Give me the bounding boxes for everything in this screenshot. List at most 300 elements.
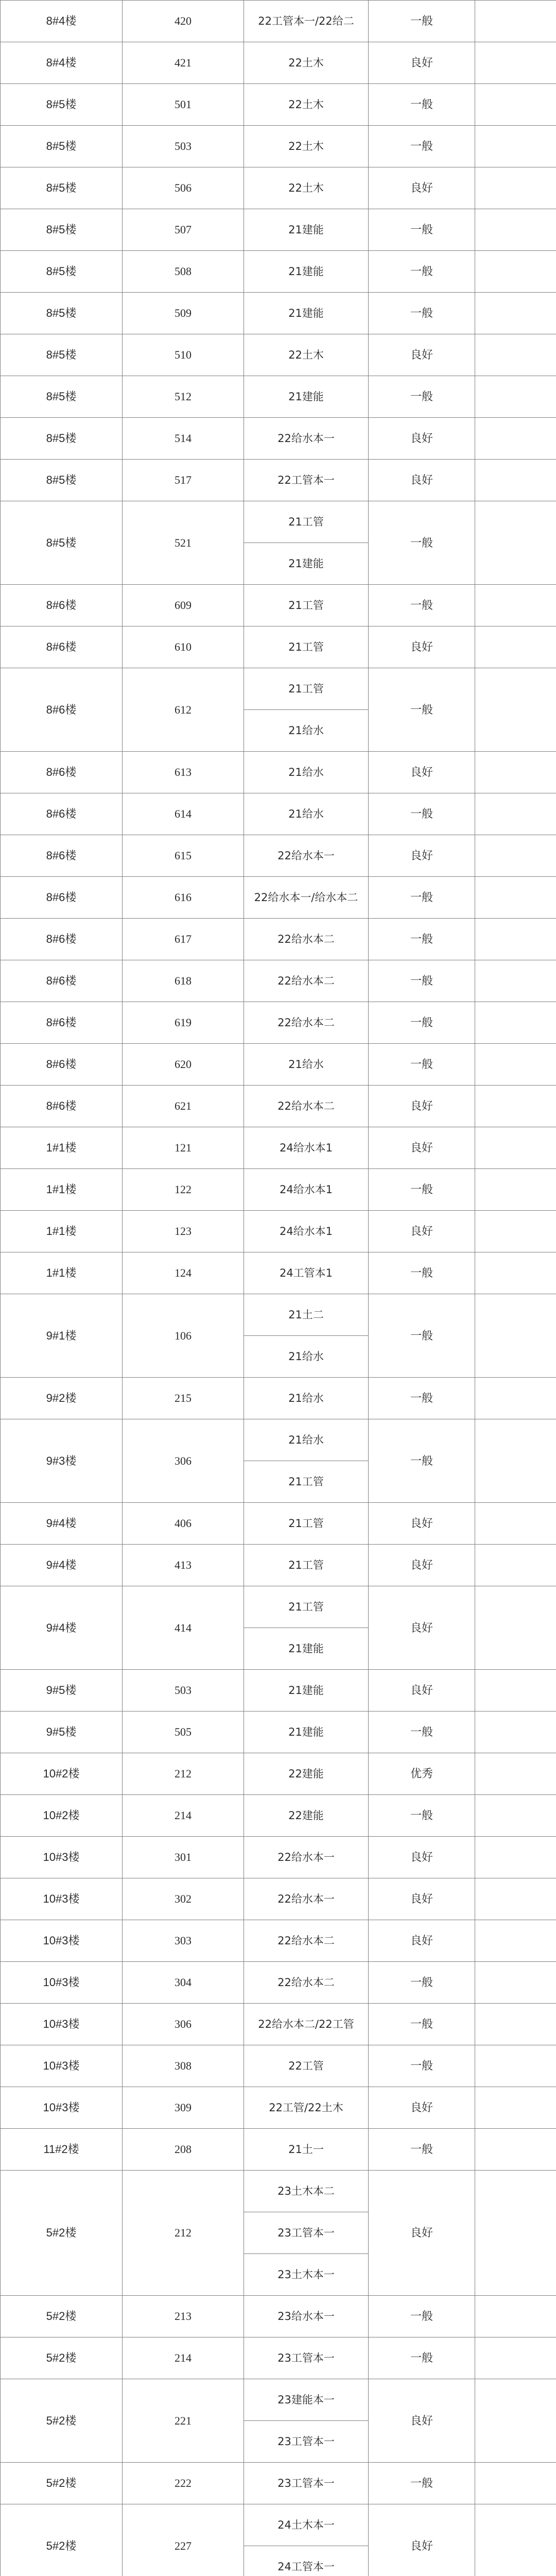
table-row <box>1 1294 556 1336</box>
rating-cell: 一般 <box>369 1294 475 1378</box>
class-cell: 21给水 <box>244 752 369 793</box>
building-cell: 5#2楼 <box>1 2171 123 2296</box>
room-cell: 309 <box>123 2087 244 2129</box>
rating-cell: 良好 <box>369 2379 475 2463</box>
remark-cell <box>475 1 556 42</box>
class-cell: 21建能 <box>244 293 369 334</box>
room-cell: 610 <box>123 626 244 668</box>
remark-cell <box>475 2045 556 2087</box>
remark-cell <box>475 501 556 585</box>
room-cell: 420 <box>123 1 244 42</box>
room-cell: 214 <box>123 2337 244 2379</box>
table-row <box>1 1 556 42</box>
room-cell: 212 <box>123 1753 244 1795</box>
rating-cell: 一般 <box>369 1419 475 1503</box>
room-cell: 508 <box>123 251 244 293</box>
room-cell: 619 <box>123 1002 244 1044</box>
remark-cell <box>475 84 556 126</box>
class-cell: 21工管 <box>244 668 369 710</box>
table-row <box>1 1753 556 1795</box>
remark-cell <box>475 1711 556 1753</box>
room-cell: 215 <box>123 1378 244 1419</box>
remark-cell <box>475 1086 556 1127</box>
remark-cell <box>475 1211 556 1252</box>
rating-cell: 一般 <box>369 1795 475 1837</box>
room-cell: 208 <box>123 2129 244 2171</box>
table-row <box>1 1086 556 1127</box>
remark-cell <box>475 1837 556 1878</box>
remark-cell <box>475 167 556 209</box>
class-cell: 23给水本一 <box>244 2296 369 2337</box>
remark-cell <box>475 877 556 919</box>
building-cell: 11#2楼 <box>1 2129 123 2171</box>
room-cell: 503 <box>123 126 244 167</box>
remark-cell <box>475 251 556 293</box>
rating-cell: 优秀 <box>369 1753 475 1795</box>
rating-cell: 良好 <box>369 1086 475 1127</box>
building-cell: 10#3楼 <box>1 1878 123 1920</box>
table-row <box>1 2504 556 2546</box>
class-cell: 21土一 <box>244 2129 369 2171</box>
table-row <box>1 835 556 877</box>
class-cell: 22给水本二 <box>244 1920 369 1962</box>
remark-cell <box>475 626 556 668</box>
class-cell: 21给水 <box>244 1378 369 1419</box>
rating-cell: 一般 <box>369 209 475 251</box>
remark-cell <box>475 1503 556 1545</box>
building-cell: 1#1楼 <box>1 1169 123 1211</box>
building-cell: 8#6楼 <box>1 1002 123 1044</box>
class-cell: 24给水本1 <box>244 1169 369 1211</box>
room-cell: 304 <box>123 1962 244 2004</box>
table-row <box>1 1378 556 1419</box>
class-cell: 23工管本一 <box>244 2212 369 2254</box>
table-row <box>1 2379 556 2421</box>
remark-cell <box>475 1795 556 1837</box>
remark-cell <box>475 460 556 501</box>
room-cell: 303 <box>123 1920 244 1962</box>
remark-cell <box>475 2087 556 2129</box>
rating-cell: 一般 <box>369 1002 475 1044</box>
class-cell: 21建能 <box>244 543 369 585</box>
remark-cell <box>475 418 556 460</box>
class-cell: 21给水 <box>244 1044 369 1086</box>
class-cell: 21建能 <box>244 376 369 418</box>
table-row <box>1 919 556 960</box>
rating-cell: 一般 <box>369 960 475 1002</box>
class-cell: 21建能 <box>244 209 369 251</box>
building-cell: 8#6楼 <box>1 668 123 752</box>
room-cell: 507 <box>123 209 244 251</box>
class-cell: 23工管本一 <box>244 2421 369 2463</box>
rating-cell: 良好 <box>369 42 475 84</box>
class-cell: 22给水本一 <box>244 1837 369 1878</box>
room-cell: 213 <box>123 2296 244 2337</box>
remark-cell <box>475 2504 556 2576</box>
table-row <box>1 1545 556 1586</box>
remark-cell <box>475 1378 556 1419</box>
remark-cell <box>475 1294 556 1378</box>
building-cell: 8#4楼 <box>1 42 123 84</box>
room-cell: 214 <box>123 1795 244 1837</box>
room-cell: 617 <box>123 919 244 960</box>
table-row <box>1 42 556 84</box>
building-cell: 1#1楼 <box>1 1211 123 1252</box>
class-cell: 22给水本二 <box>244 960 369 1002</box>
remark-cell <box>475 209 556 251</box>
rating-cell: 一般 <box>369 2045 475 2087</box>
rating-cell: 良好 <box>369 1127 475 1169</box>
table-row <box>1 2296 556 2337</box>
table-row <box>1 1670 556 1711</box>
table-row <box>1 877 556 919</box>
class-cell: 21工管 <box>244 501 369 543</box>
rating-cell: 一般 <box>369 251 475 293</box>
room-cell: 221 <box>123 2379 244 2463</box>
room-cell: 124 <box>123 1252 244 1294</box>
class-cell: 22工管 <box>244 2045 369 2087</box>
remark-cell <box>475 2129 556 2171</box>
building-cell: 8#5楼 <box>1 418 123 460</box>
building-cell: 8#5楼 <box>1 334 123 376</box>
table-row <box>1 2337 556 2379</box>
building-cell: 8#5楼 <box>1 167 123 209</box>
table-row <box>1 1211 556 1252</box>
remark-cell <box>475 585 556 626</box>
room-cell: 505 <box>123 1711 244 1753</box>
class-cell: 21工管 <box>244 1461 369 1503</box>
remark-cell <box>475 42 556 84</box>
rating-cell: 良好 <box>369 1586 475 1670</box>
rating-cell: 良好 <box>369 418 475 460</box>
table-row <box>1 2004 556 2045</box>
room-cell: 517 <box>123 460 244 501</box>
building-cell: 9#1楼 <box>1 1294 123 1378</box>
class-cell: 21建能 <box>244 1711 369 1753</box>
remark-cell <box>475 960 556 1002</box>
building-cell: 8#6楼 <box>1 919 123 960</box>
remark-cell <box>475 919 556 960</box>
remark-cell <box>475 2171 556 2296</box>
table-row <box>1 460 556 501</box>
class-cell: 22土木 <box>244 42 369 84</box>
table-row <box>1 1795 556 1837</box>
building-cell: 8#4楼 <box>1 1 123 42</box>
class-cell: 22土木 <box>244 167 369 209</box>
building-cell: 8#5楼 <box>1 251 123 293</box>
building-cell: 8#6楼 <box>1 585 123 626</box>
table-body <box>1 1 556 2576</box>
room-cell: 306 <box>123 1419 244 1503</box>
remark-cell <box>475 126 556 167</box>
rating-cell: 良好 <box>369 626 475 668</box>
remark-cell <box>475 2379 556 2463</box>
rating-cell: 良好 <box>369 1503 475 1545</box>
rating-cell: 良好 <box>369 1920 475 1962</box>
class-cell: 23工管本一 <box>244 2463 369 2504</box>
building-cell: 8#6楼 <box>1 752 123 793</box>
table-row <box>1 1711 556 1753</box>
class-cell: 21给水 <box>244 710 369 752</box>
rating-cell: 一般 <box>369 2129 475 2171</box>
class-cell: 22给水本一/给水本二 <box>244 877 369 919</box>
table-row <box>1 84 556 126</box>
table-row <box>1 1419 556 1461</box>
room-cell: 612 <box>123 668 244 752</box>
room-cell: 616 <box>123 877 244 919</box>
building-cell: 5#2楼 <box>1 2504 123 2576</box>
building-cell: 1#1楼 <box>1 1252 123 1294</box>
class-cell: 22工管本一/22给二 <box>244 1 369 42</box>
building-cell: 8#5楼 <box>1 293 123 334</box>
table-row <box>1 376 556 418</box>
table-row <box>1 2087 556 2129</box>
class-cell: 22工管/22土木 <box>244 2087 369 2129</box>
rating-cell: 一般 <box>369 2463 475 2504</box>
room-cell: 302 <box>123 1878 244 1920</box>
table-row <box>1 1586 556 1628</box>
table-row <box>1 293 556 334</box>
room-cell: 301 <box>123 1837 244 1878</box>
table-row <box>1 1962 556 2004</box>
class-cell: 22工管本一 <box>244 460 369 501</box>
class-cell: 23土木本二 <box>244 2171 369 2212</box>
rating-cell: 一般 <box>369 2004 475 2045</box>
room-cell: 222 <box>123 2463 244 2504</box>
rating-cell: 一般 <box>369 376 475 418</box>
building-cell: 9#5楼 <box>1 1670 123 1711</box>
building-cell: 8#6楼 <box>1 626 123 668</box>
class-cell: 22土木 <box>244 126 369 167</box>
remark-cell <box>475 1252 556 1294</box>
rating-cell: 良好 <box>369 752 475 793</box>
rating-cell: 良好 <box>369 2171 475 2296</box>
room-cell: 123 <box>123 1211 244 1252</box>
building-cell: 8#5楼 <box>1 501 123 585</box>
rating-cell: 一般 <box>369 877 475 919</box>
room-cell: 503 <box>123 1670 244 1711</box>
class-cell: 21建能 <box>244 251 369 293</box>
table-row <box>1 334 556 376</box>
class-cell: 22建能 <box>244 1753 369 1795</box>
building-cell: 10#3楼 <box>1 1962 123 2004</box>
rating-cell: 一般 <box>369 84 475 126</box>
table-row <box>1 209 556 251</box>
room-cell: 227 <box>123 2504 244 2576</box>
table-row <box>1 1252 556 1294</box>
remark-cell <box>475 668 556 752</box>
table-row <box>1 1878 556 1920</box>
building-cell: 5#2楼 <box>1 2379 123 2463</box>
building-cell: 8#6楼 <box>1 960 123 1002</box>
class-cell: 22给水本一 <box>244 1878 369 1920</box>
rating-cell: 一般 <box>369 1044 475 1086</box>
rating-cell: 良好 <box>369 1878 475 1920</box>
remark-cell <box>475 334 556 376</box>
table-row <box>1 1044 556 1086</box>
room-cell: 512 <box>123 376 244 418</box>
rating-cell: 一般 <box>369 1378 475 1419</box>
rating-cell: 一般 <box>369 1962 475 2004</box>
table-row <box>1 251 556 293</box>
room-cell: 121 <box>123 1127 244 1169</box>
remark-cell <box>475 293 556 334</box>
table-row <box>1 668 556 710</box>
building-cell: 8#5楼 <box>1 209 123 251</box>
room-cell: 510 <box>123 334 244 376</box>
class-cell: 22建能 <box>244 1795 369 1837</box>
remark-cell <box>475 793 556 835</box>
table-row <box>1 2045 556 2087</box>
class-cell: 21给水 <box>244 793 369 835</box>
remark-cell <box>475 1920 556 1962</box>
class-cell: 21土二 <box>244 1294 369 1336</box>
class-cell: 24工管本1 <box>244 1252 369 1294</box>
class-cell: 23工管本一 <box>244 2337 369 2379</box>
rating-cell: 良好 <box>369 460 475 501</box>
rating-cell: 良好 <box>369 1837 475 1878</box>
table-row <box>1 1002 556 1044</box>
building-cell: 9#2楼 <box>1 1378 123 1419</box>
room-cell: 621 <box>123 1086 244 1127</box>
rating-cell: 一般 <box>369 2337 475 2379</box>
class-cell: 22给水本一 <box>244 418 369 460</box>
rating-cell: 一般 <box>369 2296 475 2337</box>
remark-cell <box>475 1002 556 1044</box>
table-row <box>1 2129 556 2171</box>
room-cell: 212 <box>123 2171 244 2296</box>
table-row <box>1 585 556 626</box>
rating-cell: 一般 <box>369 293 475 334</box>
table-row <box>1 793 556 835</box>
rating-cell: 良好 <box>369 2504 475 2576</box>
class-cell: 23建能本一 <box>244 2379 369 2421</box>
building-cell: 10#2楼 <box>1 1795 123 1837</box>
room-cell: 509 <box>123 293 244 334</box>
table-row <box>1 167 556 209</box>
building-cell: 8#5楼 <box>1 376 123 418</box>
remark-cell <box>475 1670 556 1711</box>
building-cell: 8#5楼 <box>1 126 123 167</box>
rating-cell: 一般 <box>369 501 475 585</box>
room-cell: 414 <box>123 1586 244 1670</box>
building-cell: 9#4楼 <box>1 1545 123 1586</box>
class-cell: 22给水本二 <box>244 1962 369 2004</box>
rating-cell: 一般 <box>369 1169 475 1211</box>
remark-cell <box>475 1586 556 1670</box>
building-cell: 8#6楼 <box>1 877 123 919</box>
remark-cell <box>475 752 556 793</box>
class-cell: 23土木本一 <box>244 2254 369 2296</box>
rating-cell: 良好 <box>369 334 475 376</box>
rating-cell: 一般 <box>369 1252 475 1294</box>
remark-cell <box>475 1962 556 2004</box>
class-cell: 22给水本二 <box>244 919 369 960</box>
rating-cell: 一般 <box>369 668 475 752</box>
table-row <box>1 1837 556 1878</box>
class-cell: 24给水本1 <box>244 1127 369 1169</box>
table-row <box>1 960 556 1002</box>
rating-cell: 良好 <box>369 1670 475 1711</box>
room-cell: 501 <box>123 84 244 126</box>
building-cell: 10#3楼 <box>1 1837 123 1878</box>
building-cell: 8#6楼 <box>1 1044 123 1086</box>
building-cell: 8#6楼 <box>1 1086 123 1127</box>
remark-cell <box>475 835 556 877</box>
remark-cell <box>475 1545 556 1586</box>
table-row <box>1 1920 556 1962</box>
room-cell: 306 <box>123 2004 244 2045</box>
table-row <box>1 626 556 668</box>
table-row <box>1 501 556 543</box>
building-cell: 10#2楼 <box>1 1753 123 1795</box>
remark-cell <box>475 1878 556 1920</box>
building-cell: 8#6楼 <box>1 835 123 877</box>
class-cell: 24土木本一 <box>244 2504 369 2546</box>
class-cell: 22给水本二 <box>244 1002 369 1044</box>
room-cell: 106 <box>123 1294 244 1378</box>
rating-cell: 一般 <box>369 919 475 960</box>
class-cell: 21建能 <box>244 1628 369 1670</box>
class-cell: 22土木 <box>244 334 369 376</box>
building-cell: 1#1楼 <box>1 1127 123 1169</box>
building-cell: 5#2楼 <box>1 2337 123 2379</box>
rating-cell: 一般 <box>369 793 475 835</box>
building-cell: 10#3楼 <box>1 1920 123 1962</box>
room-cell: 615 <box>123 835 244 877</box>
class-cell: 22给水本二/22工管 <box>244 2004 369 2045</box>
class-cell: 22土木 <box>244 84 369 126</box>
table-row <box>1 1127 556 1169</box>
building-cell: 5#2楼 <box>1 2296 123 2337</box>
rating-cell: 良好 <box>369 2087 475 2129</box>
remark-cell <box>475 1127 556 1169</box>
remark-cell <box>475 1169 556 1211</box>
class-cell: 21建能 <box>244 1670 369 1711</box>
class-cell: 21工管 <box>244 1586 369 1628</box>
rating-cell: 一般 <box>369 126 475 167</box>
room-cell: 413 <box>123 1545 244 1586</box>
remark-cell <box>475 2463 556 2504</box>
room-cell: 421 <box>123 42 244 84</box>
building-cell: 5#2楼 <box>1 2463 123 2504</box>
class-cell: 24给水本1 <box>244 1211 369 1252</box>
remark-cell <box>475 376 556 418</box>
table-row <box>1 2171 556 2212</box>
rating-cell: 一般 <box>369 1711 475 1753</box>
class-cell: 21工管 <box>244 626 369 668</box>
room-cell: 613 <box>123 752 244 793</box>
rating-cell: 一般 <box>369 585 475 626</box>
room-cell: 521 <box>123 501 244 585</box>
table-row <box>1 1169 556 1211</box>
rating-cell: 良好 <box>369 1211 475 1252</box>
building-cell: 10#3楼 <box>1 2045 123 2087</box>
room-cell: 308 <box>123 2045 244 2087</box>
table-row <box>1 418 556 460</box>
building-cell: 9#5楼 <box>1 1711 123 1753</box>
building-cell: 8#6楼 <box>1 793 123 835</box>
room-cell: 122 <box>123 1169 244 1211</box>
room-cell: 406 <box>123 1503 244 1545</box>
table-row <box>1 1503 556 1545</box>
class-cell: 21工管 <box>244 585 369 626</box>
table-row <box>1 126 556 167</box>
remark-cell <box>475 2296 556 2337</box>
room-cell: 620 <box>123 1044 244 1086</box>
building-cell: 8#5楼 <box>1 84 123 126</box>
rating-cell: 良好 <box>369 835 475 877</box>
